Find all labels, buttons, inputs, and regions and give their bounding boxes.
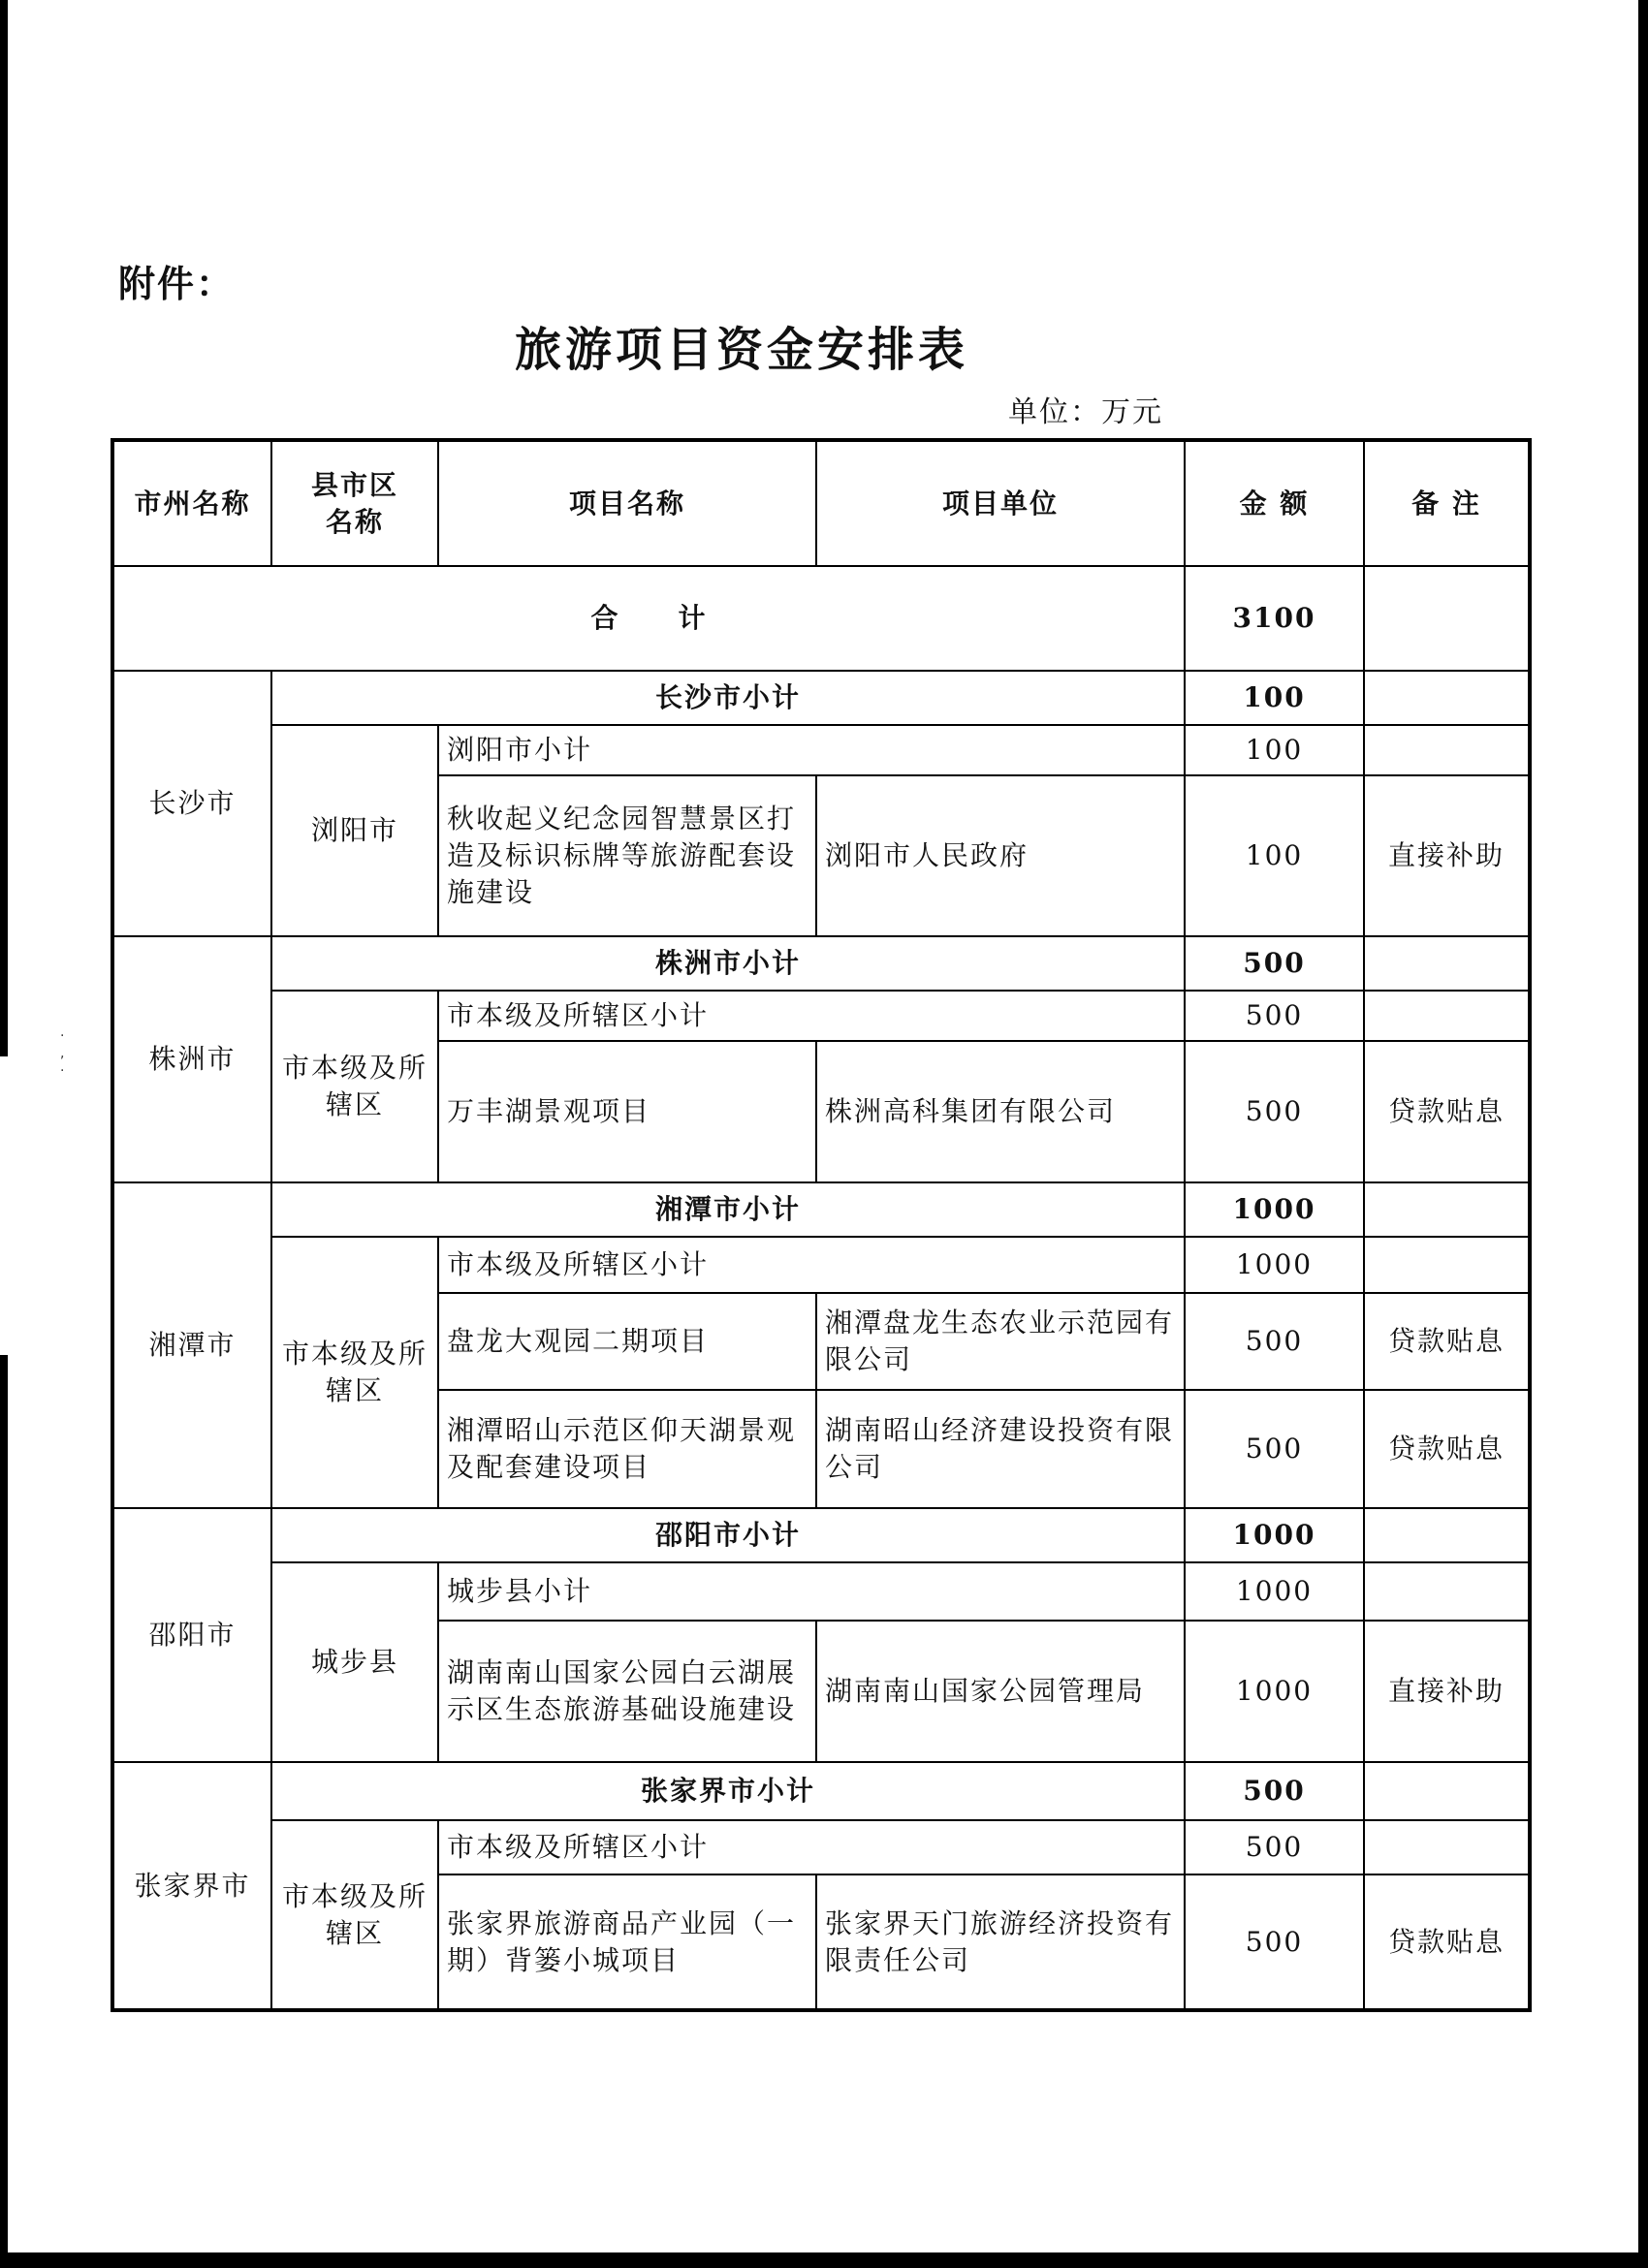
- county-subtotal-label: 市本级及所辖区小计: [438, 1237, 1185, 1293]
- city-subtotal-row: [112, 1182, 1530, 1237]
- city-subtotal-label: 湘潭市小计: [271, 1182, 1185, 1237]
- county-subtotal-remark: [1364, 725, 1530, 775]
- city-subtotal-row: [112, 1762, 1530, 1820]
- city-name: 张家界市: [112, 1762, 271, 2010]
- project-amount: 500: [1185, 1390, 1364, 1508]
- project-name: 湘潭昭山示范区仰天湖景观及配套建设项目: [438, 1390, 816, 1508]
- city-subtotal-remark: [1364, 1762, 1530, 1820]
- header-amount: 金 额: [1185, 440, 1364, 566]
- scan-border-left-bottom: [0, 1355, 8, 2268]
- project-remark: 贷款贴息: [1364, 1390, 1530, 1508]
- project-amount: 1000: [1185, 1621, 1364, 1762]
- scan-border-left-top: [0, 0, 8, 1056]
- city-subtotal-amount: 500: [1185, 1762, 1364, 1820]
- county-subtotal-amount: 1000: [1185, 1562, 1364, 1621]
- county-subtotal-row: [112, 725, 1530, 775]
- county-subtotal-remark: [1364, 1562, 1530, 1621]
- project-remark: 贷款贴息: [1364, 1293, 1530, 1390]
- city-subtotal-amount: 1000: [1185, 1182, 1364, 1237]
- project-amount: 100: [1185, 775, 1364, 936]
- project-unit: 湖南昭山经济建设投资有限公司: [816, 1390, 1185, 1508]
- county-name: 市本级及所辖区: [271, 1820, 438, 2010]
- city-subtotal-remark: [1364, 1508, 1530, 1562]
- city-subtotal-amount: 500: [1185, 936, 1364, 991]
- county-name: 市本级及所辖区: [271, 1237, 438, 1508]
- city-subtotal-amount: 100: [1185, 671, 1364, 725]
- county-name: 市本级及所辖区: [271, 991, 438, 1182]
- grand-total-label: 合 计: [112, 566, 1185, 671]
- grand-total-row: [112, 566, 1530, 671]
- scan-specks: · , ·: [60, 1028, 65, 1079]
- scan-border-right: [1638, 0, 1648, 2268]
- header-county: [271, 440, 438, 566]
- project-name: 张家界旅游商品产业园（一期）背篓小城项目: [438, 1874, 816, 2010]
- county-subtotal-label: 浏阳市小计: [438, 725, 1185, 775]
- county-subtotal-amount: 1000: [1185, 1237, 1364, 1293]
- project-unit: 株洲高科集团有限公司: [816, 1041, 1185, 1182]
- county-subtotal-label: 市本级及所辖区小计: [438, 1820, 1185, 1874]
- project-unit: 湘潭盘龙生态农业示范园有限公司: [816, 1293, 1185, 1390]
- city-subtotal-amount: 1000: [1185, 1508, 1364, 1562]
- city-subtotal-label: 长沙市小计: [271, 671, 1185, 725]
- county-subtotal-amount: 500: [1185, 1820, 1364, 1874]
- city-name: 长沙市: [112, 671, 271, 936]
- county-subtotal-row: [112, 1237, 1530, 1293]
- city-subtotal-label: 张家界市小计: [271, 1762, 1185, 1820]
- city-subtotal-remark: [1364, 936, 1530, 991]
- header-county-line1: 县市区: [310, 468, 398, 501]
- city-subtotal-row: [112, 936, 1530, 991]
- project-amount: 500: [1185, 1041, 1364, 1182]
- header-county-line2: 名称: [325, 505, 384, 538]
- county-subtotal-remark: [1364, 991, 1530, 1041]
- city-subtotal-label: 邵阳市小计: [271, 1508, 1185, 1562]
- city-name: 株洲市: [112, 936, 271, 1182]
- city-subtotal-row: [112, 671, 1530, 725]
- county-subtotal-amount: 500: [1185, 991, 1364, 1041]
- county-subtotal-remark: [1364, 1820, 1530, 1874]
- county-subtotal-label: 城步县小计: [438, 1562, 1185, 1621]
- county-name: 城步县: [271, 1562, 438, 1762]
- page-title: 旅游项目资金安排表: [514, 323, 968, 377]
- county-subtotal-row: [112, 1820, 1530, 1874]
- project-remark: 贷款贴息: [1364, 1874, 1530, 2010]
- county-subtotal-remark: [1364, 1237, 1530, 1293]
- project-name: 湖南南山国家公园白云湖展示区生态旅游基础设施建设: [438, 1621, 816, 1762]
- funding-table: [111, 438, 1532, 2012]
- scan-border-bottom: [0, 2252, 1648, 2268]
- grand-total-remark: [1364, 566, 1530, 671]
- project-unit: 张家界天门旅游经济投资有限责任公司: [816, 1874, 1185, 2010]
- city-subtotal-remark: [1364, 1182, 1530, 1237]
- city-name: 邵阳市: [112, 1508, 271, 1762]
- project-name: 秋收起义纪念园智慧景区打造及标识标牌等旅游配套设施建设: [438, 775, 816, 936]
- county-subtotal-amount: 100: [1185, 725, 1364, 775]
- header-unit: 项目单位: [816, 440, 1185, 566]
- attachment-label: 附件：: [118, 263, 236, 305]
- project-amount: 500: [1185, 1293, 1364, 1390]
- city-subtotal-remark: [1364, 671, 1530, 725]
- city-subtotal-row: [112, 1508, 1530, 1562]
- unit-label: 单位：万元: [1008, 395, 1163, 429]
- county-name: 浏阳市: [271, 725, 438, 936]
- project-amount: 500: [1185, 1874, 1364, 2010]
- project-remark: 直接补助: [1364, 1621, 1530, 1762]
- county-subtotal-label: 市本级及所辖区小计: [438, 991, 1185, 1041]
- project-name: 万丰湖景观项目: [438, 1041, 816, 1182]
- header-remark: 备 注: [1364, 440, 1530, 566]
- project-name: 盘龙大观园二期项目: [438, 1293, 816, 1390]
- project-unit: 湖南南山国家公园管理局: [816, 1621, 1185, 1762]
- city-subtotal-label: 株洲市小计: [271, 936, 1185, 991]
- header-city: 市州名称: [112, 440, 271, 566]
- grand-total-amount: 3100: [1185, 566, 1364, 671]
- project-remark: 贷款贴息: [1364, 1041, 1530, 1182]
- project-remark: 直接补助: [1364, 775, 1530, 936]
- city-name: 湘潭市: [112, 1182, 271, 1508]
- county-subtotal-row: [112, 991, 1530, 1041]
- project-unit: 浏阳市人民政府: [816, 775, 1185, 936]
- header-row: [112, 440, 1530, 566]
- county-subtotal-row: [112, 1562, 1530, 1621]
- header-project: 项目名称: [438, 440, 816, 566]
